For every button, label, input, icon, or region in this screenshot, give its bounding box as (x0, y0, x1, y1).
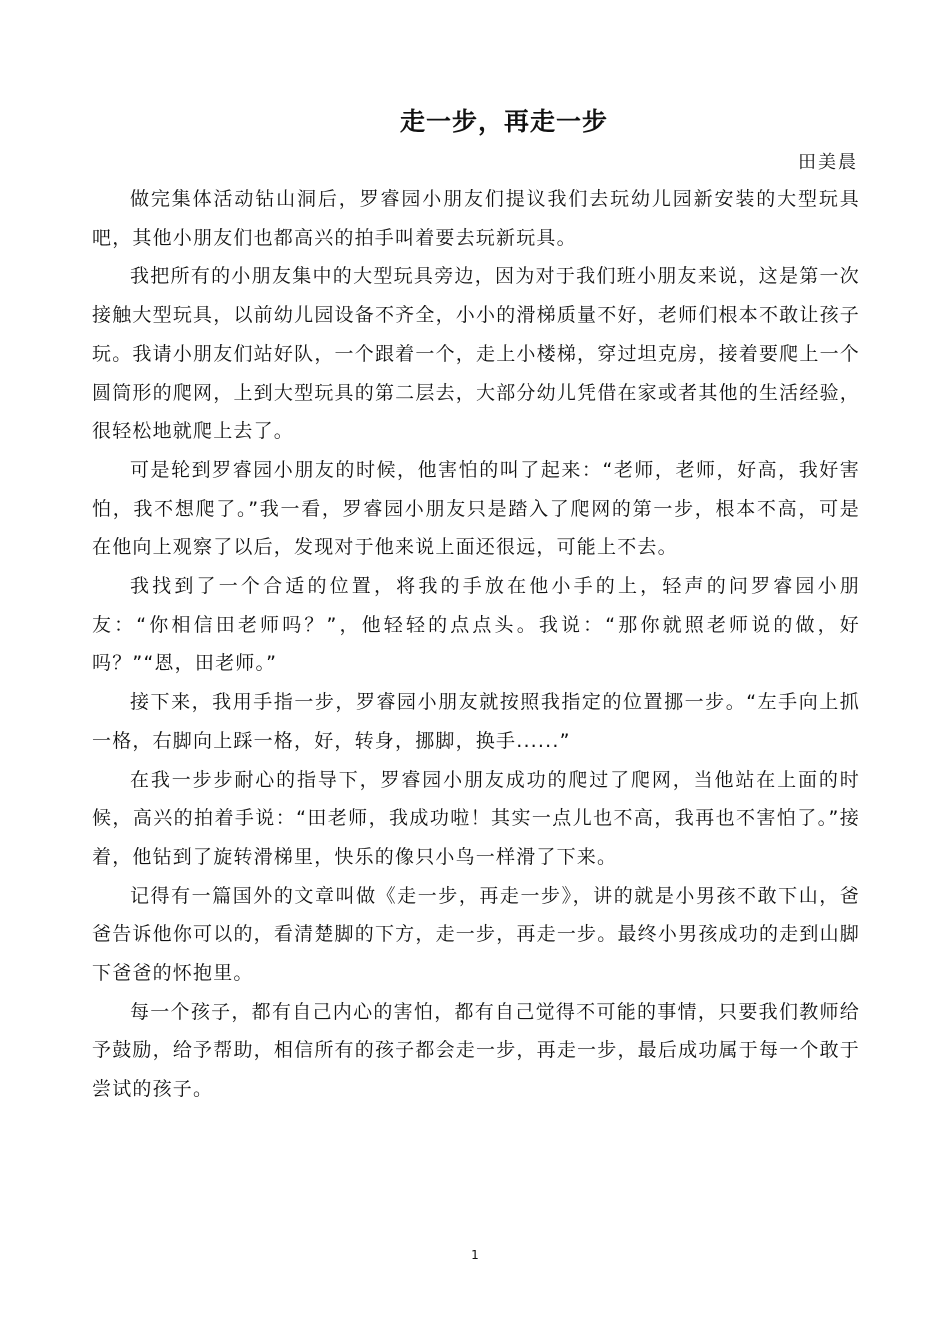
paragraph: 接下来，我用手指一步，罗睿园小朋友就按照我指定的位置挪一步。“左手向上抓一格，右脚向上踩一格，好，转身，挪脚，换手......” (92, 691, 860, 752)
author-name: 田美晨 (798, 152, 858, 173)
paragraph: 我找到了一个合适的位置，将我的手放在他小手的上，轻声的问罗睿园小朋友：“你相信田老师吗？”，他轻轻的点点头。我说：“那你就照老师说的做，好吗？”“恩，田老师。” (92, 575, 860, 675)
paragraph: 可是轮到罗睿园小朋友的时候，他害怕的叫了起来：“老师，老师，好高，我好害怕，我不想爬了。”我一看，罗睿园小朋友只是踏入了爬网的第一步，根本不高，可是在他向上观察了以后，发现对于他来说上面还很远，可能上不去。 (92, 458, 860, 559)
document-title: 走一步，再走一步 (399, 107, 608, 136)
article-body (92, 180, 860, 1109)
paragraph: 记得有一篇国外的文章叫做《走一步，再走一步》，讲的就是小男孩不敢下山，爸爸告诉他你可以的，看清楚脚的下方，走一步，再走一步。最终小男孩成功的走到山脚下爸爸的怀抱里。 (92, 884, 860, 985)
page-number: 1 (471, 1248, 479, 1262)
paragraph: 每一个孩子，都有自己内心的害怕，都有自己觉得不可能的事情，只要我们教师给予鼓励，给予帮助，相信所有的孩子都会走一步，再走一步，最后成功属于每一个敢于尝试的孩子。 (92, 1000, 860, 1101)
paragraph: 我把所有的小朋友集中的大型玩具旁边，因为对于我们班小朋友来说，这是第一次接触大型玩具，以前幼儿园设备不齐全，小小的滑梯质量不好，老师们根本不敢让孩子玩。我请小朋友们站好队，一个跟着一个，走上小楼梯，穿过坦克房，接着要爬上一个圆筒形的爬网，上到大型玩具的第二层去，大部分幼儿凭借在家或者其他的生活经验，很轻松地就爬上去了。 (92, 265, 860, 443)
paragraph: 做完集体活动钻山洞后，罗睿园小朋友们提议我们去玩幼儿园新安装的大型玩具吧，其他小朋友们也都高兴的拍手叫着要去玩新玩具。 (92, 188, 860, 249)
paragraph: 在我一步步耐心的指导下，罗睿园小朋友成功的爬过了爬网，当他站在上面的时候，高兴的拍着手说：“田老师，我成功啦！其实一点儿也不高，我再也不害怕了。”接着，他钻到了旋转滑梯里，快乐的像只小鸟一样滑了下来。 (92, 768, 860, 868)
